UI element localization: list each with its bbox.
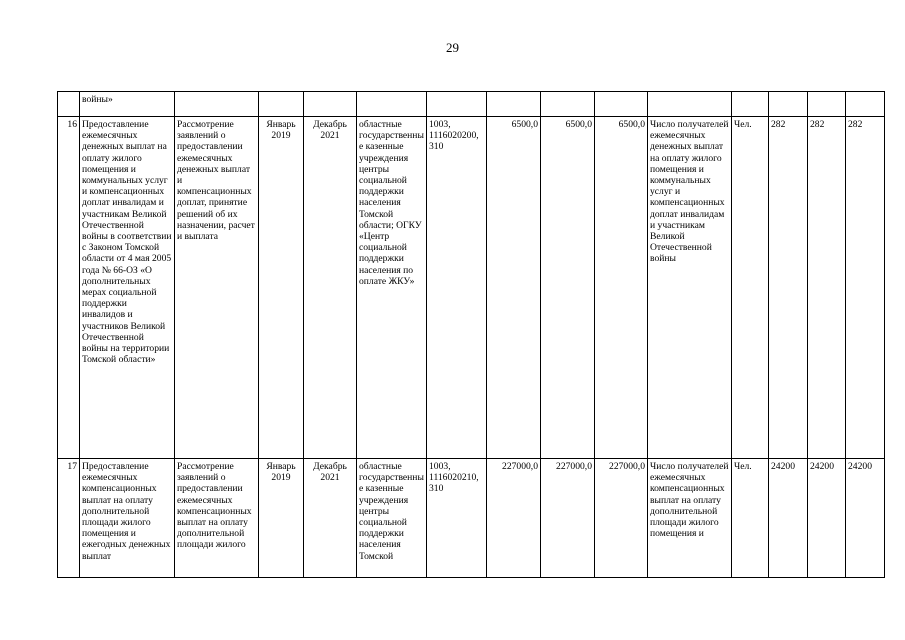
cell-no xyxy=(58,92,80,117)
cell-start xyxy=(259,92,304,117)
cell-end: Декабрь 2021 xyxy=(304,459,357,578)
cell-executor xyxy=(357,92,427,117)
cell-name: Предоставление ежемесячных компенсационных выплат на оплату дополнительной площади жилого помещения и ежегодных денежных выплат xyxy=(80,459,175,578)
cell-amount-3: 6500,0 xyxy=(595,117,648,459)
table-row xyxy=(58,459,885,578)
cell-value-1: 24200 xyxy=(769,459,808,578)
cell-indicator xyxy=(648,92,732,117)
cell-unit: Чел. xyxy=(732,117,769,459)
cell-indicator: Число получателей ежемесячных компенсационных выплат на оплату дополнительной площади жилого помещения и xyxy=(648,459,732,578)
cell-value-2 xyxy=(808,92,846,117)
cell-amount-2 xyxy=(541,92,595,117)
cell-name: войны» xyxy=(80,92,175,117)
cell-value-1 xyxy=(769,92,808,117)
cell-code xyxy=(427,92,487,117)
cell-unit: Чел. xyxy=(732,459,769,578)
table-row-continuation xyxy=(58,92,885,117)
cell-amount-2: 227000,0 xyxy=(541,459,595,578)
cell-no: 17 xyxy=(58,459,80,578)
cell-amount-1 xyxy=(487,92,541,117)
cell-name: Предоставление ежемесячных денежных выплат на оплату жилого помещения и коммунальных услуг и компенсационных доплат инвалидам и участникам Великой Отечественной войны в соответствии с Законом Томской области от 4 мая 2005 года № 66-ОЗ «О дополнительных мерах социальной поддержки инвалидов и участников Великой Отечественной войны на территории Томской области» xyxy=(80,117,175,459)
cell-no: 16 xyxy=(58,117,80,459)
cell-start: Январь 2019 xyxy=(259,459,304,578)
cell-value-2: 24200 xyxy=(808,459,846,578)
cell-executor: областные государственные казенные учреждения центры социальной поддержки населения Томской xyxy=(357,459,427,578)
cell-value-3: 282 xyxy=(846,117,885,459)
cell-amount-2: 6500,0 xyxy=(541,117,595,459)
cell-code: 1003, 1116020210, 310 xyxy=(427,459,487,578)
program-measures-table xyxy=(57,91,885,578)
cell-amount-1: 227000,0 xyxy=(487,459,541,578)
cell-end: Декабрь 2021 xyxy=(304,117,357,459)
cell-activity: Рассмотрение заявлений о предоставлении ежемесячных денежных выплат и компенсационных доплат, принятие решений об их назначении, расчет и выплата xyxy=(175,117,259,459)
cell-value-3: 24200 xyxy=(846,459,885,578)
cell-amount-3: 227000,0 xyxy=(595,459,648,578)
cell-amount-3 xyxy=(595,92,648,117)
page-number: 29 xyxy=(446,40,459,55)
cell-amount-1: 6500,0 xyxy=(487,117,541,459)
table-row xyxy=(58,117,885,459)
cell-indicator: Число получателей ежемесячных денежных выплат на оплату жилого помещения и коммунальных услуг и компенсационных доплат инвалидам и участникам Великой Отечественной войны xyxy=(648,117,732,459)
cell-value-3 xyxy=(846,92,885,117)
cell-activity: Рассмотрение заявлений о предоставлении ежемесячных компенсационных выплат на оплату дополнительной площади жилого xyxy=(175,459,259,578)
cell-start: Январь 2019 xyxy=(259,117,304,459)
cell-code: 1003, 1116020200, 310 xyxy=(427,117,487,459)
cell-value-1: 282 xyxy=(769,117,808,459)
cell-activity xyxy=(175,92,259,117)
cell-executor: областные государственные казенные учреждения центры социальной поддержки населения Томской области; ОГКУ «Центр социальной поддержки населения по оплате ЖКУ» xyxy=(357,117,427,459)
cell-unit xyxy=(732,92,769,117)
cell-value-2: 282 xyxy=(808,117,846,459)
cell-end xyxy=(304,92,357,117)
